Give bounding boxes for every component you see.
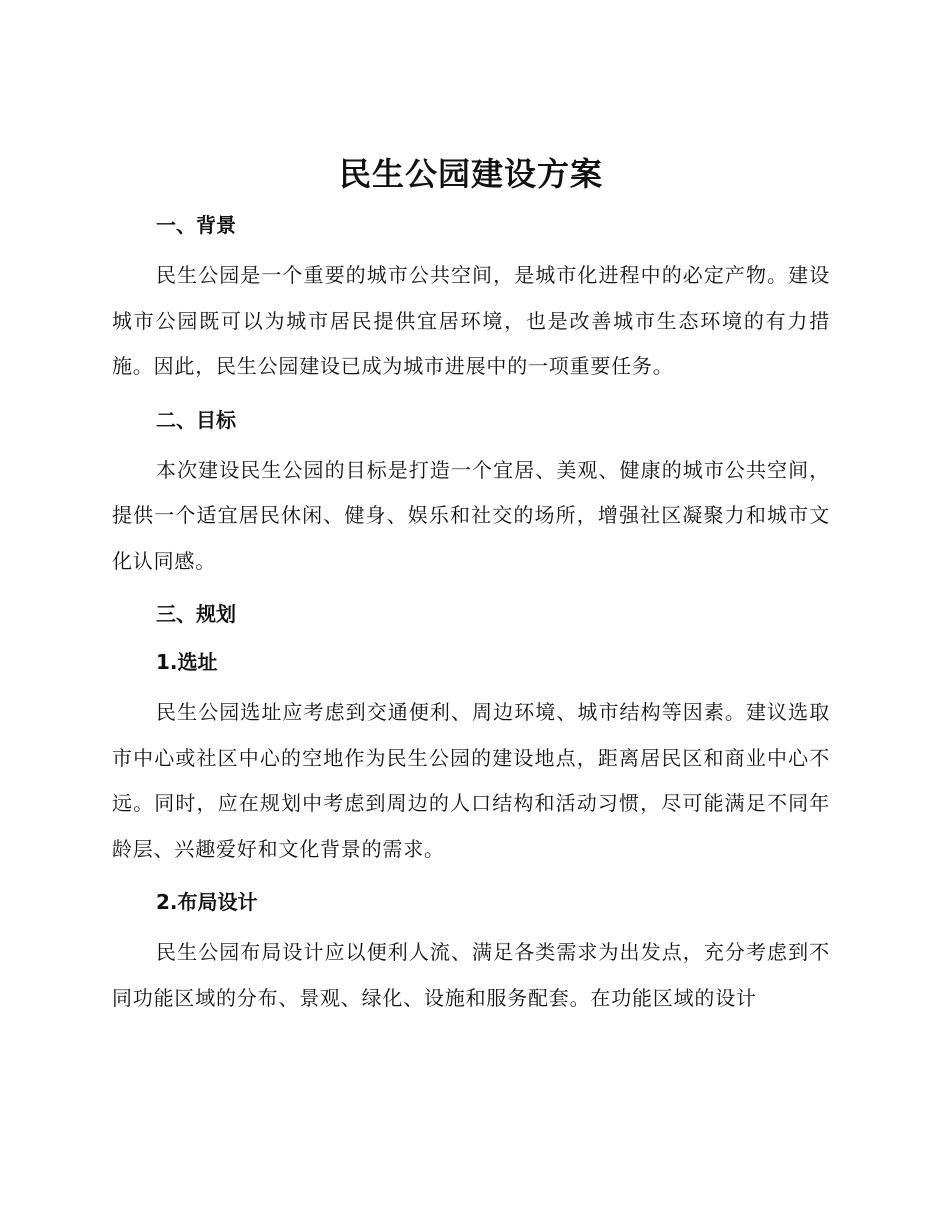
paragraph-site: 民生公园选址应考虑到交通便利、周边环境、城市结构等因素。建议选取市中心或社区中心的空地作为民生公园的建设地点，距离居民区和商业中心不远。同时，应在规划中考虑到周边的人口结构和活动习惯，尽可能满足不同年龄层、兴趣爱好和文化背景的需求。 — [112, 700, 830, 861]
paragraph-background: 民生公园是一个重要的城市公共空间，是城市化进程中的必定产物。建设城市公园既可以为城市居民提供宜居环境，也是改善城市生态环境的有力措施。因此，民生公园建设已成为城市进展中的一项重要任务。 — [112, 263, 830, 378]
subsection-heading-layout: 2.布局设计 — [156, 890, 258, 914]
subsection-heading-site: 1.选址 — [156, 650, 218, 674]
paragraph-layout: 民生公园布局设计应以便利人流、满足各类需求为出发点，充分考虑到不同功能区域的分布、景观、绿化、设施和服务配套。在功能区域的设计 — [112, 940, 830, 1010]
section-heading-planning: 三、规划 — [156, 602, 236, 626]
document-content — [112, 145, 830, 1021]
section-heading-background: 一、背景 — [156, 213, 236, 237]
section-heading-goal: 二、目标 — [156, 407, 236, 432]
paragraph-goal: 本次建设民生公园的目标是打造一个宜居、美观、健康的城市公共空间，提供一个适宜居民休闲、健身、娱乐和社交的场所，增强社区凝聚力和城市文化认同感。 — [112, 457, 830, 573]
page-title: 民生公园建设方案 — [338, 155, 603, 193]
